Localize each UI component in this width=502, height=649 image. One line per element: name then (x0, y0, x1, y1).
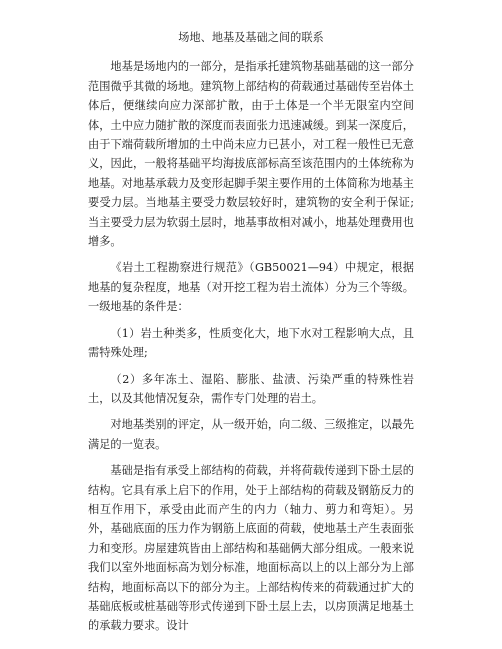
paragraph: （2）多年冻土、湿陷、膨胀、盐渍、污染严重的特殊性岩土，以及其他情况复杂，需作专门处理的岩土。 (88, 372, 414, 405)
paragraph: 基础是指有承受上部结构的荷载，并将荷载传递到下卧土层的结构。它具有承上启下的作用，处于上部结构的荷载及钢筋反力的相互作用下，承受由此而产生的内力（轴力、剪力和弯矩）。另外，基础底面的压力作为钢筋上底面的荷载，使地基土产生表面张力和变形。房屋建筑皆由上部结构和基础俩大部分组成。一般来说我们以室外地面标高为划分标准，地面标高以上的以上部分为上部结构，地面标高以下的部分为主。上部结构传来的荷载通过扩大的基础底板或桩基础等形式传递到下卧土层上去，以房顶满足地基土的承载力要求。设计 (88, 464, 414, 633)
document-body (88, 28, 414, 643)
paragraph: 地基是场地内的一部分，是指承托建筑物基础基础的这一部分范围微乎其微的场地。建筑物上部结构的荷载通过基础传至岩体土体后，便继续向应力深部扩散，由于土体是一个半无限室内空间体，土中应力随扩散的深度而表面张力迅速减缓。到某一深度后，由于下端荷载所增加的土中尚未应力已甚小，对工程一般性已无意义，因此，一般将基础平均海拔底部标高至该范围内的土体统称为地基。对地基承载力及变形起脚手架主要作用的土体简称为地基主要受力层。当地基主要受力数层较好时，建筑物的安全利于保证;当主要受力层为软弱土层时，地基事故相对减小，地基处理费用也增多。 (88, 60, 414, 249)
paragraph: 对地基类别的评定，从一级开始，向二级、三级推定，以最先满足的一览表。 (88, 418, 414, 451)
paragraph: 《岩土工程勘察进行规范》（GB50021—94）中规定，根据地基的复杂程度，地基（对开挖工程为岩土流体）分为三个等级。一级地基的条件是： (88, 261, 414, 314)
document-title: 场地、地基及基础之间的联系 (178, 31, 324, 44)
paragraph: （1）岩土种类多，性质变化大，地下水对工程影响大点，且需特殊处理; (88, 326, 414, 360)
